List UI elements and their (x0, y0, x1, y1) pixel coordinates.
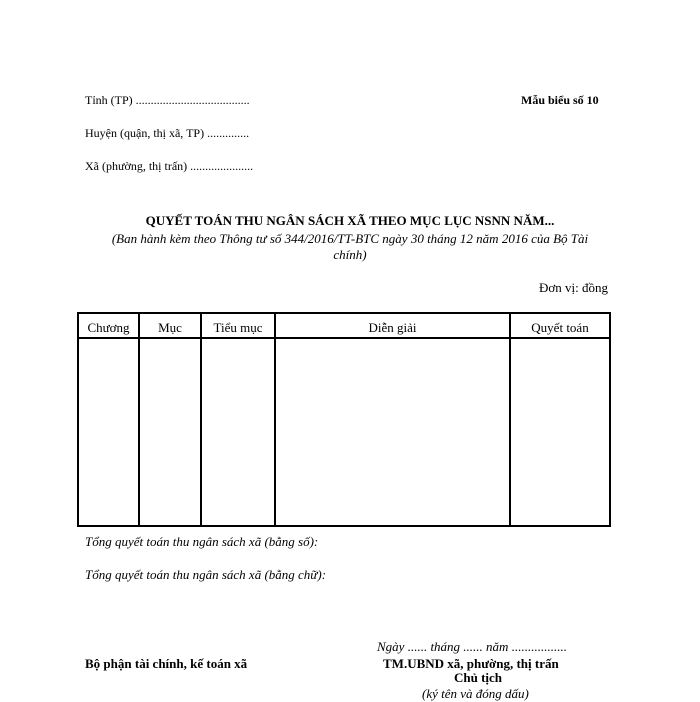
column-header-item: Mục (139, 313, 201, 338)
table-cell-item (139, 338, 201, 526)
table-cell-subitem (201, 338, 275, 526)
form-number: Mẫu biểu số 10 (521, 93, 599, 107)
signature-date-line: Ngày ...... tháng ...... năm ................. (377, 639, 567, 654)
table-cell-description (275, 338, 510, 526)
unit-label: Đơn vị: đồng (539, 280, 608, 295)
column-header-subitem: Tiểu mục (201, 313, 275, 338)
chairman-title: Chủ tịch (454, 670, 503, 685)
document-subtitle-line1: (Ban hành kèm theo Thông tư số 344/2016/TT-BTC ngày 30 tháng 12 năm 2016 của Bộ Tài (111, 231, 589, 246)
document-title: QUYẾT TOÁN THU NGÂN SÁCH XÃ THEO MỤC LỤC NSNN NĂM... (145, 213, 555, 228)
settlement-table (77, 312, 611, 527)
table-cell-chapter (78, 338, 139, 526)
table-header-row (78, 313, 610, 338)
table-cell-settlement (510, 338, 610, 526)
province-line: Tỉnh (TP) ...................................... (85, 93, 250, 107)
column-header-settlement: Quyết toán (510, 313, 610, 338)
table-row (78, 338, 610, 526)
finance-department-signature: Bộ phận tài chính, kế toán xã (85, 656, 248, 671)
column-header-description: Diễn giải (275, 313, 510, 338)
committee-signature-org: TM.UBND xã, phường, thị trấn (383, 656, 559, 671)
district-line: Huyện (quận, thị xã, TP) .............. (85, 126, 250, 140)
commune-line: Xã (phường, thị trấn) ..................... (85, 159, 254, 173)
total-in-words: Tổng quyết toán thu ngân sách xã (bằng chữ): (85, 567, 327, 582)
document-subtitle-line2: chính) (333, 247, 367, 262)
total-in-numbers: Tổng quyết toán thu ngân sách xã (bằng số): (85, 534, 319, 549)
signature-note: (ký tên và đóng dấu) (422, 686, 529, 701)
column-header-chapter: Chương (78, 313, 139, 338)
